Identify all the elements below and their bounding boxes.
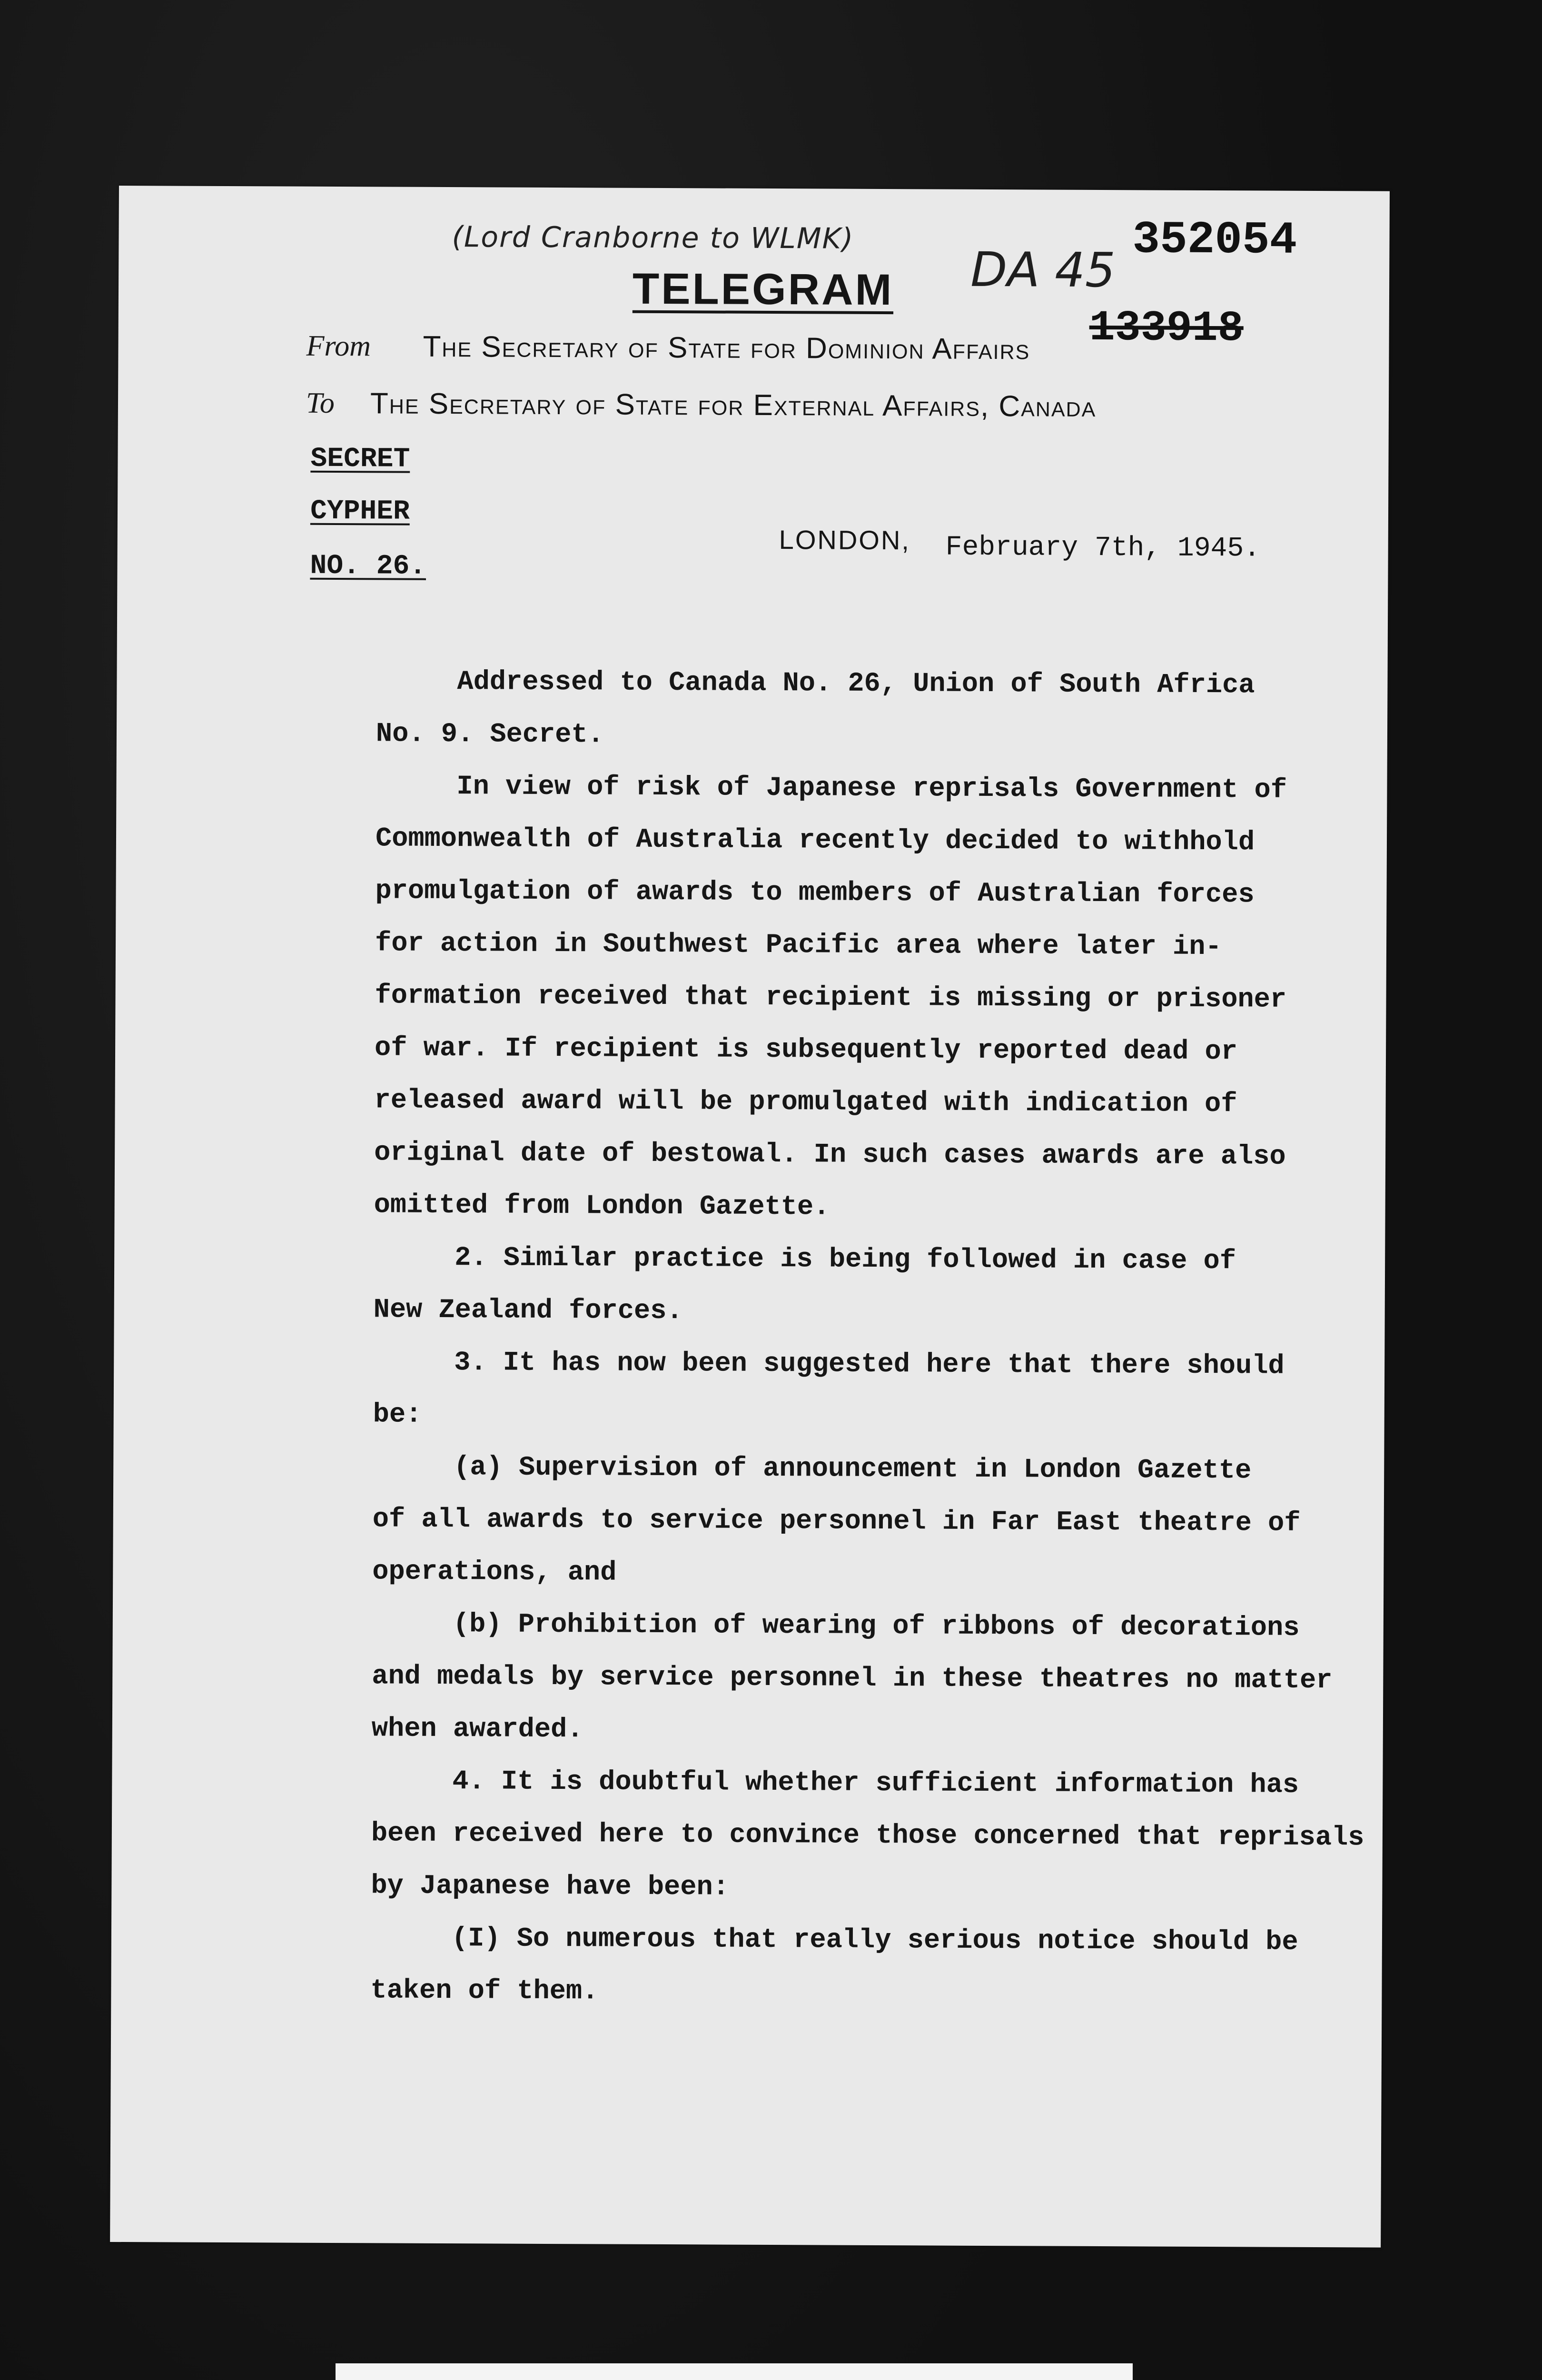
handwritten-note: (Lord Cranborne to WLMK)	[452, 220, 854, 256]
body-line: (b) Prohibition of wearing of ribbons of decorations	[453, 1609, 1300, 1644]
body-line: 3. It has now been suggested here that there should	[454, 1348, 1285, 1382]
body-line: In view of risk of Japanese reprisals Government of	[456, 772, 1287, 806]
body-line: and medals by service personnel in these theatres no matter	[372, 1661, 1333, 1696]
from-text: The Secretary of State for Dominion Affairs	[423, 330, 1030, 366]
from-label: From	[306, 329, 371, 363]
handwritten-initials: DA 45	[970, 241, 1116, 298]
classification-secret: SECRET	[310, 443, 410, 475]
to-label: To	[306, 387, 335, 419]
body-line: by Japanese have been:	[371, 1871, 730, 1903]
body-line: of all awards to service personnel in Far East theatre of	[372, 1504, 1301, 1539]
body-line: Commonwealth of Australia recently decided to withhold	[375, 823, 1255, 858]
body-line: New Zealand forces.	[373, 1295, 683, 1327]
body-line: been received here to convince those concerned that reprisals	[371, 1818, 1364, 1854]
body-line: when awarded.	[371, 1714, 583, 1745]
classification-number: NO. 26.	[310, 550, 426, 582]
telegram-date: February 7th, 1945.	[945, 532, 1261, 565]
telegram-title: TELEGRAM	[632, 264, 894, 315]
crossed-out-number: 133918	[1089, 304, 1244, 354]
body-line: No. 9. Secret.	[376, 719, 604, 751]
body-line: 2. Similar practice is being followed in case of	[455, 1243, 1236, 1277]
to-text: The Secretary of State for External Affairs, Canada	[370, 387, 1097, 423]
body-line: omitted from London Gazette.	[374, 1190, 830, 1223]
body-line: (a) Supervision of announcement in London Gazette	[454, 1452, 1252, 1487]
origin-place: LONDON,	[779, 525, 911, 555]
body-line: be:	[373, 1399, 422, 1430]
classification-cypher: CYPHER	[310, 496, 410, 527]
body-line: formation received that recipient is missing or prisoner	[375, 981, 1287, 1015]
body-line: promulgation of awards to members of Australian forces	[375, 876, 1255, 911]
telegram-body	[370, 655, 1364, 2021]
document-number: 352054	[1132, 214, 1297, 267]
reference-label	[336, 2363, 1133, 2380]
body-line: operations, and	[372, 1557, 617, 1588]
telegram-sheet	[110, 186, 1390, 2248]
body-line: Addressed to Canada No. 26, Union of South Africa	[457, 667, 1255, 701]
body-line: original date of bestowal. In such cases awards are also	[374, 1138, 1286, 1172]
body-line: of war. If recipient is subsequently reported dead or	[374, 1033, 1238, 1068]
body-line: released award will be promulgated with indication of	[374, 1085, 1237, 1120]
body-line: taken of them.	[370, 1975, 599, 2007]
body-line: 4. It is doubtful whether sufficient information has	[452, 1766, 1299, 1801]
body-line: for action in Southwest Pacific area where later in-	[375, 928, 1222, 963]
body-line: (I) So numerous that really serious notice should be	[451, 1924, 1298, 1958]
